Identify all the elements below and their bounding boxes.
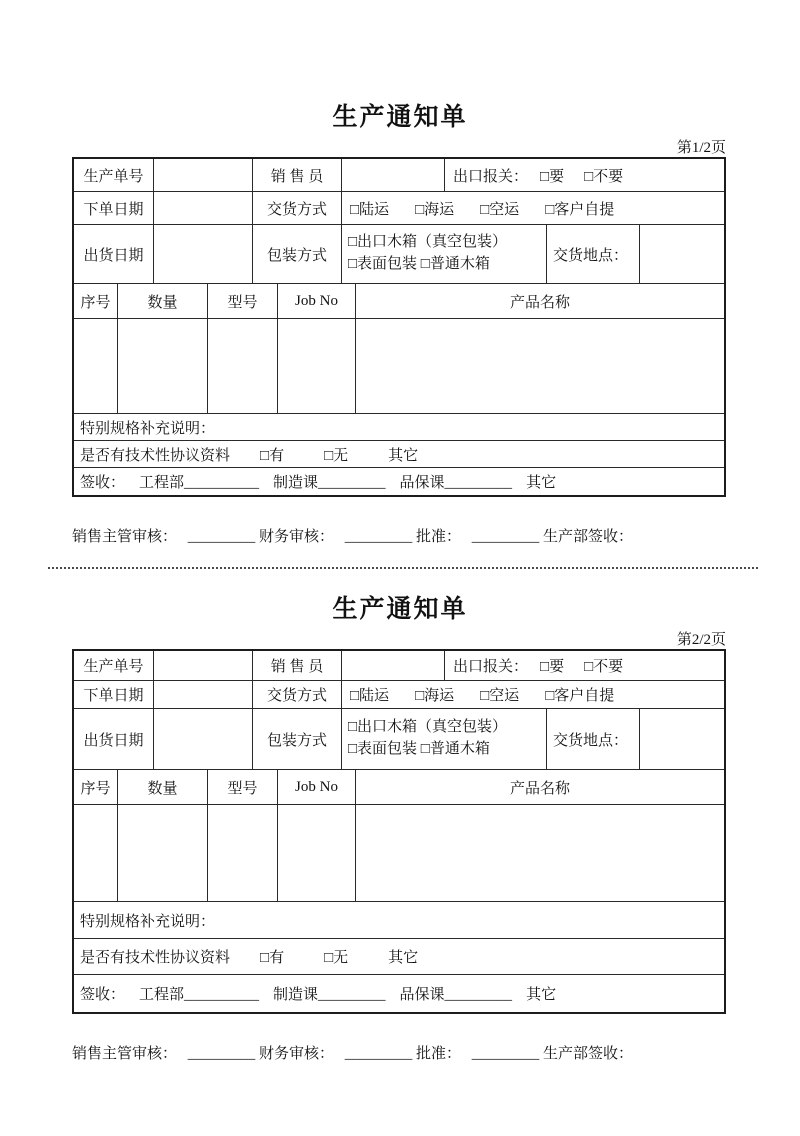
ship-date-input[interactable] [154, 225, 253, 283]
salesperson-input[interactable] [342, 159, 445, 191]
production-no-input[interactable] [154, 651, 253, 680]
column-header-job-no: Job No [278, 284, 356, 318]
order-date-label: 下单日期 [74, 192, 154, 224]
quantity-input[interactable] [118, 319, 208, 413]
column-header-model: 型号 [208, 284, 278, 318]
production-sign-label: 生产部签收： [543, 1046, 634, 1062]
delivery-place-label: 交货地点： [547, 225, 640, 283]
checkbox-customer-pickup[interactable]: □客户自提 [545, 201, 615, 218]
column-header-seq: 序号 [74, 770, 118, 804]
table-row [74, 681, 724, 709]
salesperson-label: 销 售 员 [253, 651, 342, 680]
delivery-method-label: 交货方式 [253, 681, 342, 708]
form-title: 生产通知单 [332, 596, 468, 623]
production-sign-label: 生产部签收： [543, 529, 634, 545]
delivery-options-cell [342, 681, 724, 708]
page-indicator: 第1/2页 [676, 140, 726, 156]
production-no-label: 生产单号 [74, 159, 154, 191]
table-row [74, 651, 724, 681]
checkbox-air-transport[interactable]: □空运 [480, 201, 520, 218]
production-notice-form-page1 [0, 0, 800, 546]
production-no-label: 生产单号 [74, 651, 154, 680]
delivery-place-input[interactable] [640, 225, 724, 283]
sign-other-label: 其它 [526, 475, 557, 491]
packing-method-label: 包装方式 [253, 709, 342, 769]
item-header-row [74, 770, 724, 805]
finance-review-blank[interactable]: _________ [344, 529, 413, 545]
job-no-input[interactable] [278, 319, 356, 413]
column-header-quantity: 数量 [118, 770, 208, 804]
column-header-seq: 序号 [74, 284, 118, 318]
column-header-product-name: 产品名称 [509, 780, 570, 797]
checkbox-tech-no[interactable]: □无 [324, 950, 349, 966]
special-note-label: 特别规格补充说明： [80, 913, 216, 930]
salesperson-input[interactable] [342, 651, 445, 680]
product-name-input[interactable] [356, 805, 724, 901]
model-input[interactable] [208, 805, 278, 901]
sales-review-blank[interactable]: _________ [187, 1046, 256, 1062]
quantity-input[interactable] [118, 805, 208, 901]
table-row [74, 159, 724, 192]
sign-line-manufacturing[interactable]: 制造课_________ [273, 987, 386, 1003]
ship-date-label: 出货日期 [74, 225, 154, 283]
table-row [74, 225, 724, 284]
tech-agreement-cell [74, 441, 724, 467]
item-data-row [74, 805, 724, 902]
sign-line-manufacturing[interactable]: 制造课_________ [273, 475, 386, 491]
table-row [74, 468, 724, 495]
checkbox-customs-yes[interactable]: □要 [540, 168, 565, 185]
form-table [72, 157, 726, 497]
salesperson-label: 销 售 员 [253, 159, 342, 191]
seq-input[interactable] [74, 319, 118, 413]
sign-line-quality[interactable]: 品保课_________ [399, 987, 513, 1003]
delivery-method-label: 交货方式 [253, 192, 342, 224]
sales-review-blank[interactable]: _________ [187, 529, 256, 545]
approval-line [72, 1042, 800, 1063]
model-input[interactable] [208, 319, 278, 413]
tech-agreement-label: 是否有技术性协议资料 [80, 950, 231, 966]
checkbox-customs-yes[interactable]: □要 [540, 659, 565, 675]
sales-review-label: 销售主管审核： [72, 1046, 178, 1062]
production-no-input[interactable] [154, 159, 253, 191]
tech-other-label: 其它 [388, 950, 419, 966]
packing-method-label: 包装方式 [253, 225, 342, 283]
page-indicator: 第2/2页 [676, 632, 726, 648]
table-row [74, 975, 724, 1012]
sign-off-label: 签收： [80, 475, 126, 491]
checkbox-land-transport[interactable]: □陆运 [350, 201, 390, 218]
packing-options-cell [342, 225, 547, 283]
product-name-input[interactable] [356, 319, 724, 413]
export-customs-label: 出口报关： [453, 659, 529, 675]
sign-off-cell [74, 975, 724, 1012]
column-header-quantity: 数量 [118, 284, 208, 318]
checkbox-sea-transport[interactable]: □海运 [415, 201, 455, 218]
checkbox-customer-pickup[interactable]: □客户自提 [545, 688, 615, 704]
approve-label: 批准： [416, 529, 462, 545]
order-date-label: 下单日期 [74, 681, 154, 708]
seq-input[interactable] [74, 805, 118, 901]
checkbox-tech-yes[interactable]: □有 [260, 950, 285, 966]
form-title: 生产通知单 [332, 104, 468, 131]
sign-off-cell [74, 468, 724, 495]
finance-review-label: 财务审核： [259, 529, 335, 545]
job-no-input[interactable] [278, 805, 356, 901]
export-customs-cell [445, 159, 724, 191]
order-date-input[interactable] [154, 192, 253, 224]
tech-agreement-label: 是否有技术性协议资料 [80, 447, 231, 464]
column-header-job-no: Job No [278, 770, 356, 804]
approve-blank[interactable]: _________ [471, 529, 540, 545]
delivery-place-label: 交货地点： [547, 709, 640, 769]
sign-other-label: 其它 [526, 987, 557, 1003]
table-row [74, 414, 724, 441]
finance-review-blank[interactable]: _________ [344, 1046, 413, 1062]
form-table [72, 649, 726, 1014]
checkbox-sea-transport[interactable]: □海运 [415, 688, 455, 704]
checkbox-tech-yes[interactable]: □有 [260, 447, 285, 464]
checkbox-land-transport[interactable]: □陆运 [350, 688, 390, 704]
ship-date-label: 出货日期 [74, 709, 154, 769]
column-header-product-name: 产品名称 [509, 294, 570, 311]
sign-line-quality[interactable]: 品保课_________ [399, 475, 513, 491]
approval-line [72, 525, 800, 546]
checkbox-export-crate-vacuum[interactable]: □出口木箱（真空包装） [348, 719, 508, 736]
item-header-row [74, 284, 724, 319]
delivery-options-cell [342, 192, 724, 224]
checkbox-air-transport[interactable]: □空运 [480, 688, 520, 704]
export-customs-label: 出口报关： [453, 168, 529, 185]
order-date-input[interactable] [154, 681, 253, 708]
sign-line-engineering[interactable]: 工程部__________ [139, 475, 260, 491]
production-notice-form-page2 [0, 569, 800, 1063]
item-data-row [74, 319, 724, 414]
table-row [74, 939, 724, 975]
checkbox-tech-no[interactable]: □无 [324, 447, 349, 464]
export-customs-cell [445, 651, 724, 680]
table-row [74, 902, 724, 939]
table-row [74, 709, 724, 770]
tech-other-label: 其它 [388, 447, 419, 464]
sign-off-label: 签收： [80, 987, 126, 1003]
packing-options-cell [342, 709, 547, 769]
checkbox-surface-and-plain-crate[interactable]: □表面包装 □普通木箱 [348, 256, 490, 272]
approve-label: 批准： [416, 1046, 462, 1062]
checkbox-customs-no[interactable]: □不要 [584, 168, 624, 185]
sign-line-engineering[interactable]: 工程部__________ [139, 987, 260, 1003]
special-note-label: 特别规格补充说明： [80, 420, 216, 437]
approve-blank[interactable]: _________ [471, 1046, 540, 1062]
checkbox-export-crate-vacuum[interactable]: □出口木箱（真空包装） [348, 234, 508, 251]
checkbox-customs-no[interactable]: □不要 [584, 659, 624, 675]
tech-agreement-cell [74, 939, 724, 974]
sales-review-label: 销售主管审核： [72, 529, 178, 545]
table-row [74, 441, 724, 468]
finance-review-label: 财务审核： [259, 1046, 335, 1062]
delivery-place-input[interactable] [640, 709, 724, 769]
checkbox-surface-and-plain-crate[interactable]: □表面包装 □普通木箱 [348, 741, 490, 757]
ship-date-input[interactable] [154, 709, 253, 769]
column-header-model: 型号 [208, 770, 278, 804]
table-row [74, 192, 724, 225]
